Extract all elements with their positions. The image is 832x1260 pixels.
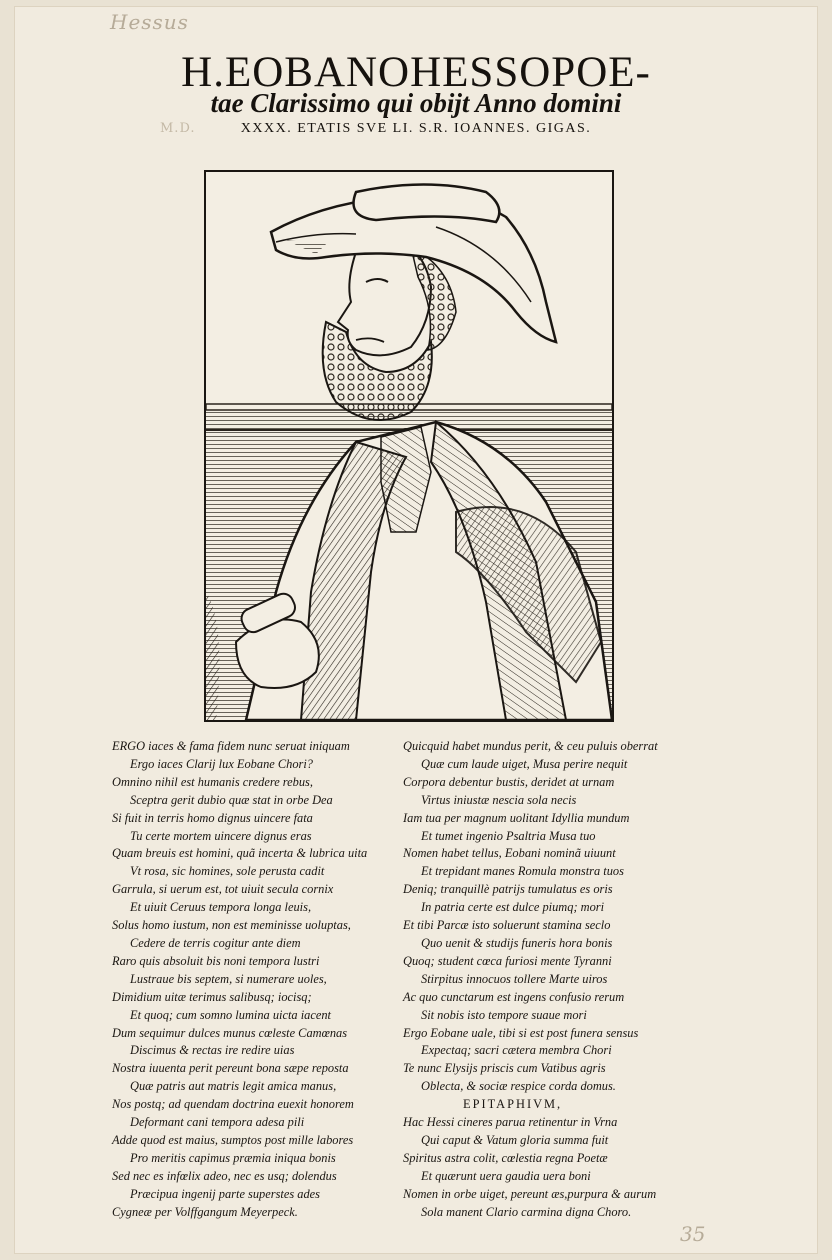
poem-line: Sceptra gerit dubio quæ stat in orbe Dea bbox=[130, 792, 333, 807]
poem-line: Quicquid habet mundus perit, & ceu puluis oberrat bbox=[403, 739, 658, 753]
poem-line: Dum sequimur dulces munus cœleste Camœnas bbox=[112, 1025, 348, 1040]
poem-line: Nos postq; ad quendam doctrina euexit honorem bbox=[112, 1097, 354, 1112]
portrait-woodcut-icon bbox=[206, 172, 612, 720]
poem-line: Ac quo cunctarum est ingens confusio rerum bbox=[403, 989, 625, 1004]
poem-line: Ergo Eobane uale, tibi si est post funera sensus bbox=[403, 1025, 639, 1040]
poem-line: In patria certe est dulce piumq; mori bbox=[421, 900, 605, 915]
poem-line: Et uiuit Ceruus tempora longa leuis, bbox=[130, 900, 312, 915]
poem-line: Cygneæ per Volffgangum Meyerpeck. bbox=[112, 1204, 298, 1219]
poem-line: Et tumet ingenio Psaltria Musa tuo bbox=[421, 828, 596, 843]
poem-line: Ergo iaces Clarij lux Eobane Chori? bbox=[130, 756, 313, 771]
poem-line: Spiritus astra colit, cœlestia regna Poetæ bbox=[403, 1150, 608, 1165]
poem-line: Oblecta, & sociæ respice corda domus. bbox=[421, 1079, 616, 1094]
poem-line: Te nunc Elysijs priscis cum Vatibus agris bbox=[403, 1061, 606, 1076]
portrait-woodcut bbox=[204, 170, 614, 722]
poem-line: Stirpitus innocuos tollere Marte uiros bbox=[421, 971, 608, 986]
poem-line: Garrula, si uerum est, tot uiuit secula cornix bbox=[112, 882, 334, 897]
poem-line: Omnino nihil est humanis credere rebus, bbox=[112, 774, 313, 789]
pencil-inscription-bottom: 35 bbox=[680, 1222, 706, 1246]
poem-line: Et quoq; cum somno lumina uicta iacent bbox=[130, 1007, 331, 1022]
title-line-3: XXXX. ETATIS SVE LI. S.R. IOANNES. GIGAS. bbox=[240, 121, 592, 136]
poem-line: Quæ cum laude uiget, Musa perire nequit bbox=[421, 756, 628, 771]
poem-line: Sit nobis isto tempore suaue mori bbox=[421, 1007, 587, 1022]
poem-line: Solus homo iustum, non est meminisse uoluptas, bbox=[112, 918, 351, 933]
poem-line: Iam tua per magnum uolitant Idyllia mundum bbox=[403, 810, 630, 825]
poem-column-left bbox=[112, 738, 412, 1221]
poem-line: Si fuit in terris homo dignus uincere fata bbox=[112, 810, 313, 825]
poem-line: Dimidium uitæ terimus salibusq; iocisq; bbox=[112, 989, 312, 1004]
poem-line: EPITAPHIVM, bbox=[463, 1097, 563, 1112]
poem-line: Quo uenit & studijs funeris hora bonis bbox=[421, 935, 613, 950]
poem-line: Raro quis absoluit bis noni tempora lustri bbox=[112, 953, 320, 968]
poem-line: Pro meritis capimus præmia iniqua bonis bbox=[130, 1150, 336, 1165]
poem-line: Hac Hessi cineres parua retinentur in Vrna bbox=[403, 1115, 618, 1130]
poem-line: Quam breuis est homini, quã incerta & lubrica uita bbox=[112, 846, 368, 861]
pencil-inscription-margin: M.D. bbox=[160, 121, 196, 136]
poem-line: Cedere de terris cogitur ante diem bbox=[130, 935, 301, 950]
poem-line: Quæ patris aut matris legit amica manus, bbox=[130, 1079, 337, 1094]
poem-line: Nomen habet tellus, Eobani nominã uiuunt bbox=[403, 846, 616, 861]
poem-line: Sed nec es infœlix adeo, nec es usq; dolendus bbox=[112, 1168, 337, 1183]
poem-line: Lustraue bis septem, si numerare uoles, bbox=[130, 971, 327, 986]
poem-line: Corpora debentur bustis, deridet at urnam bbox=[403, 774, 615, 789]
poem-line: Vt rosa, sic homines, sole perusta cadit bbox=[130, 864, 325, 879]
poem-line: Expectaq; sacri cætera membra Chori bbox=[421, 1043, 612, 1058]
poem-line: Qui caput & Vatum gloria summa fuit bbox=[421, 1132, 609, 1147]
poem-line: Nomen in orbe uiget, pereunt æs,purpura & aurum bbox=[403, 1186, 657, 1201]
poem-line: Deformant cani tempora adesa pili bbox=[130, 1115, 305, 1130]
poem-line: Sola manent Clario carmina digna Choro. bbox=[421, 1204, 632, 1219]
poem-line: Adde quod est maius, sumptos post mille labores bbox=[112, 1132, 354, 1147]
poem-line: Et tibi Parcæ isto soluerunt stamina seclo bbox=[403, 918, 611, 933]
poem-line: Præcipua ingenij parte superstes ades bbox=[130, 1186, 320, 1201]
title-line-1: H.EOBANOHESSOPOE- bbox=[181, 49, 651, 96]
poem-line: Quoq; student cœca furiosi mente Tyranni bbox=[403, 953, 612, 968]
poem-line: Nostra iuuenta perit pereunt bona sæpe reposta bbox=[112, 1061, 349, 1076]
poem-line: Deniq; tranquillè patrijs tumulatus es oris bbox=[403, 882, 613, 897]
poem-column-right bbox=[403, 738, 713, 1221]
poem-line: Virtus iniustæ nescia sola necis bbox=[421, 792, 577, 807]
poem-line: Et trepidant manes Romula monstra tuos bbox=[421, 864, 624, 879]
poem-line: Tu certe mortem uincere dignus eras bbox=[130, 828, 312, 843]
poem-line: ERGO iaces & fama fidem nunc seruat iniquam bbox=[112, 739, 350, 753]
poem-line: Discimus & rectas ire redire uias bbox=[130, 1043, 295, 1058]
poem-line: Et quærunt uera gaudia uera boni bbox=[421, 1168, 591, 1183]
pencil-inscription-top: Hessus bbox=[110, 10, 189, 34]
title-line-2: tae Clarissimo qui obijt Anno domini bbox=[210, 88, 622, 118]
